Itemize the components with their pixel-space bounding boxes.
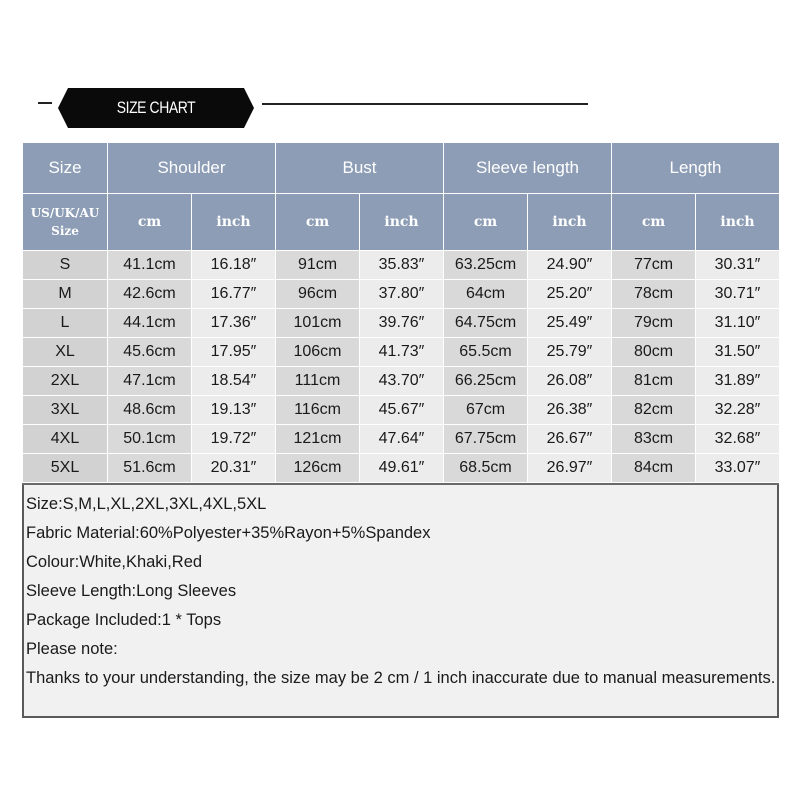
size-rows (23, 251, 780, 483)
measurement-cell: 31.89″ (696, 367, 780, 396)
unit-label: inch (192, 194, 276, 251)
size-cell: 5XL (23, 454, 108, 483)
measurement-cell: 67.75cm (444, 425, 528, 454)
unit-label: inch (528, 194, 612, 251)
size-cell: 2XL (23, 367, 108, 396)
measurement-cell: 81cm (612, 367, 696, 396)
measurement-cell: 17.36″ (192, 309, 276, 338)
measurement-cell: 121cm (276, 425, 360, 454)
measurement-cell: 111cm (276, 367, 360, 396)
measurement-cell: 42.6cm (108, 280, 192, 309)
measurement-cell: 51.6cm (108, 454, 192, 483)
size-region-label (23, 194, 108, 251)
measurement-cell: 24.90″ (528, 251, 612, 280)
measurement-cell: 16.18″ (192, 251, 276, 280)
size-cell: 3XL (23, 396, 108, 425)
measurement-cell: 126cm (276, 454, 360, 483)
measurement-cell: 82cm (612, 396, 696, 425)
note-colour: Colour:White,Khaki,Red (26, 553, 203, 571)
size-region-line: US/UK/AU (30, 206, 100, 220)
measurement-cell: 30.31″ (696, 251, 780, 280)
measurement-cell: 20.31″ (192, 454, 276, 483)
measurement-cell: 45.6cm (108, 338, 192, 367)
measurement-cell: 64.75cm (444, 309, 528, 338)
measurement-cell: 32.28″ (696, 396, 780, 425)
unit-label: inch (360, 194, 444, 251)
note-please-note: Please note: (26, 640, 118, 658)
measurement-cell: 45.67″ (360, 396, 444, 425)
measurement-cell: 25.79″ (528, 338, 612, 367)
unit-label: cm (276, 194, 360, 251)
measurement-cell: 41.73″ (360, 338, 444, 367)
measurement-cell: 64cm (444, 280, 528, 309)
table-row (23, 251, 780, 280)
column-header-row (23, 143, 780, 194)
measurement-cell: 26.08″ (528, 367, 612, 396)
measurement-cell: 25.49″ (528, 309, 612, 338)
column-header-shoulder: Shoulder (108, 143, 276, 194)
measurement-cell: 77cm (612, 251, 696, 280)
size-cell: L (23, 309, 108, 338)
measurement-cell: 78cm (612, 280, 696, 309)
banner-left-dash (38, 102, 52, 104)
measurement-cell: 18.54″ (192, 367, 276, 396)
unit-label: cm (108, 194, 192, 251)
measurement-cell: 63.25cm (444, 251, 528, 280)
measurement-cell: 37.80″ (360, 280, 444, 309)
unit-header-row (23, 194, 780, 251)
measurement-cell: 48.6cm (108, 396, 192, 425)
measurement-cell: 44.1cm (108, 309, 192, 338)
column-header-length: Length (612, 143, 780, 194)
table-row (23, 425, 780, 454)
measurement-cell: 32.68″ (696, 425, 780, 454)
table-row (23, 396, 780, 425)
product-notes (26, 490, 776, 693)
measurement-cell: 31.10″ (696, 309, 780, 338)
measurement-cell: 31.50″ (696, 338, 780, 367)
table-row (23, 309, 780, 338)
size-cell: 4XL (23, 425, 108, 454)
measurement-cell: 43.70″ (360, 367, 444, 396)
measurement-cell: 66.25cm (444, 367, 528, 396)
measurement-cell: 65.5cm (444, 338, 528, 367)
measurement-cell: 26.97″ (528, 454, 612, 483)
size-region-line: Size (51, 224, 79, 238)
column-header-size: Size (23, 143, 108, 194)
measurement-cell: 50.1cm (108, 425, 192, 454)
table-row (23, 454, 780, 483)
notes-divider (22, 483, 779, 485)
size-chart-table (22, 142, 780, 483)
note-fabric: Fabric Material:60%Polyester+35%Rayon+5%Spandex (26, 524, 431, 542)
measurement-cell: 19.72″ (192, 425, 276, 454)
measurement-cell: 116cm (276, 396, 360, 425)
measurement-cell: 39.76″ (360, 309, 444, 338)
measurement-cell: 47.64″ (360, 425, 444, 454)
measurement-cell: 17.95″ (192, 338, 276, 367)
measurement-cell: 16.77″ (192, 280, 276, 309)
measurement-cell: 91cm (276, 251, 360, 280)
measurement-cell: 47.1cm (108, 367, 192, 396)
measurement-cell: 26.38″ (528, 396, 612, 425)
unit-label: inch (696, 194, 780, 251)
measurement-cell: 83cm (612, 425, 696, 454)
measurement-cell: 96cm (276, 280, 360, 309)
measurement-cell: 41.1cm (108, 251, 192, 280)
table-row (23, 367, 780, 396)
column-header-sleeve-length: Sleeve length (444, 143, 612, 194)
page-title: SIZE CHART (116, 98, 196, 117)
note-size-list: Size:S,M,L,XL,2XL,3XL,4XL,5XL (26, 495, 267, 513)
measurement-cell: 30.71″ (696, 280, 780, 309)
measurement-cell: 33.07″ (696, 454, 780, 483)
measurement-cell: 80cm (612, 338, 696, 367)
size-cell: XL (23, 338, 108, 367)
measurement-cell: 35.83″ (360, 251, 444, 280)
note-package: Package Included:1 * Tops (26, 611, 222, 629)
measurement-cell: 68.5cm (444, 454, 528, 483)
measurement-cell: 67cm (444, 396, 528, 425)
measurement-cell: 106cm (276, 338, 360, 367)
measurement-cell: 84cm (612, 454, 696, 483)
size-chart-banner (0, 0, 800, 140)
note-measurement-disclaimer: Thanks to your understanding, the size may be 2 cm / 1 inch inaccurate due to manual measurements. (26, 669, 776, 687)
table-row (23, 338, 780, 367)
table-row (23, 280, 780, 309)
measurement-cell: 26.67″ (528, 425, 612, 454)
column-header-bust: Bust (276, 143, 444, 194)
measurement-cell: 19.13″ (192, 396, 276, 425)
measurement-cell: 101cm (276, 309, 360, 338)
banner-rule (262, 103, 588, 105)
measurement-cell: 25.20″ (528, 280, 612, 309)
measurement-cell: 49.61″ (360, 454, 444, 483)
size-cell: S (23, 251, 108, 280)
note-sleeve-length: Sleeve Length:Long Sleeves (26, 582, 237, 600)
unit-label: cm (444, 194, 528, 251)
size-cell: M (23, 280, 108, 309)
measurement-cell: 79cm (612, 309, 696, 338)
unit-label: cm (612, 194, 696, 251)
